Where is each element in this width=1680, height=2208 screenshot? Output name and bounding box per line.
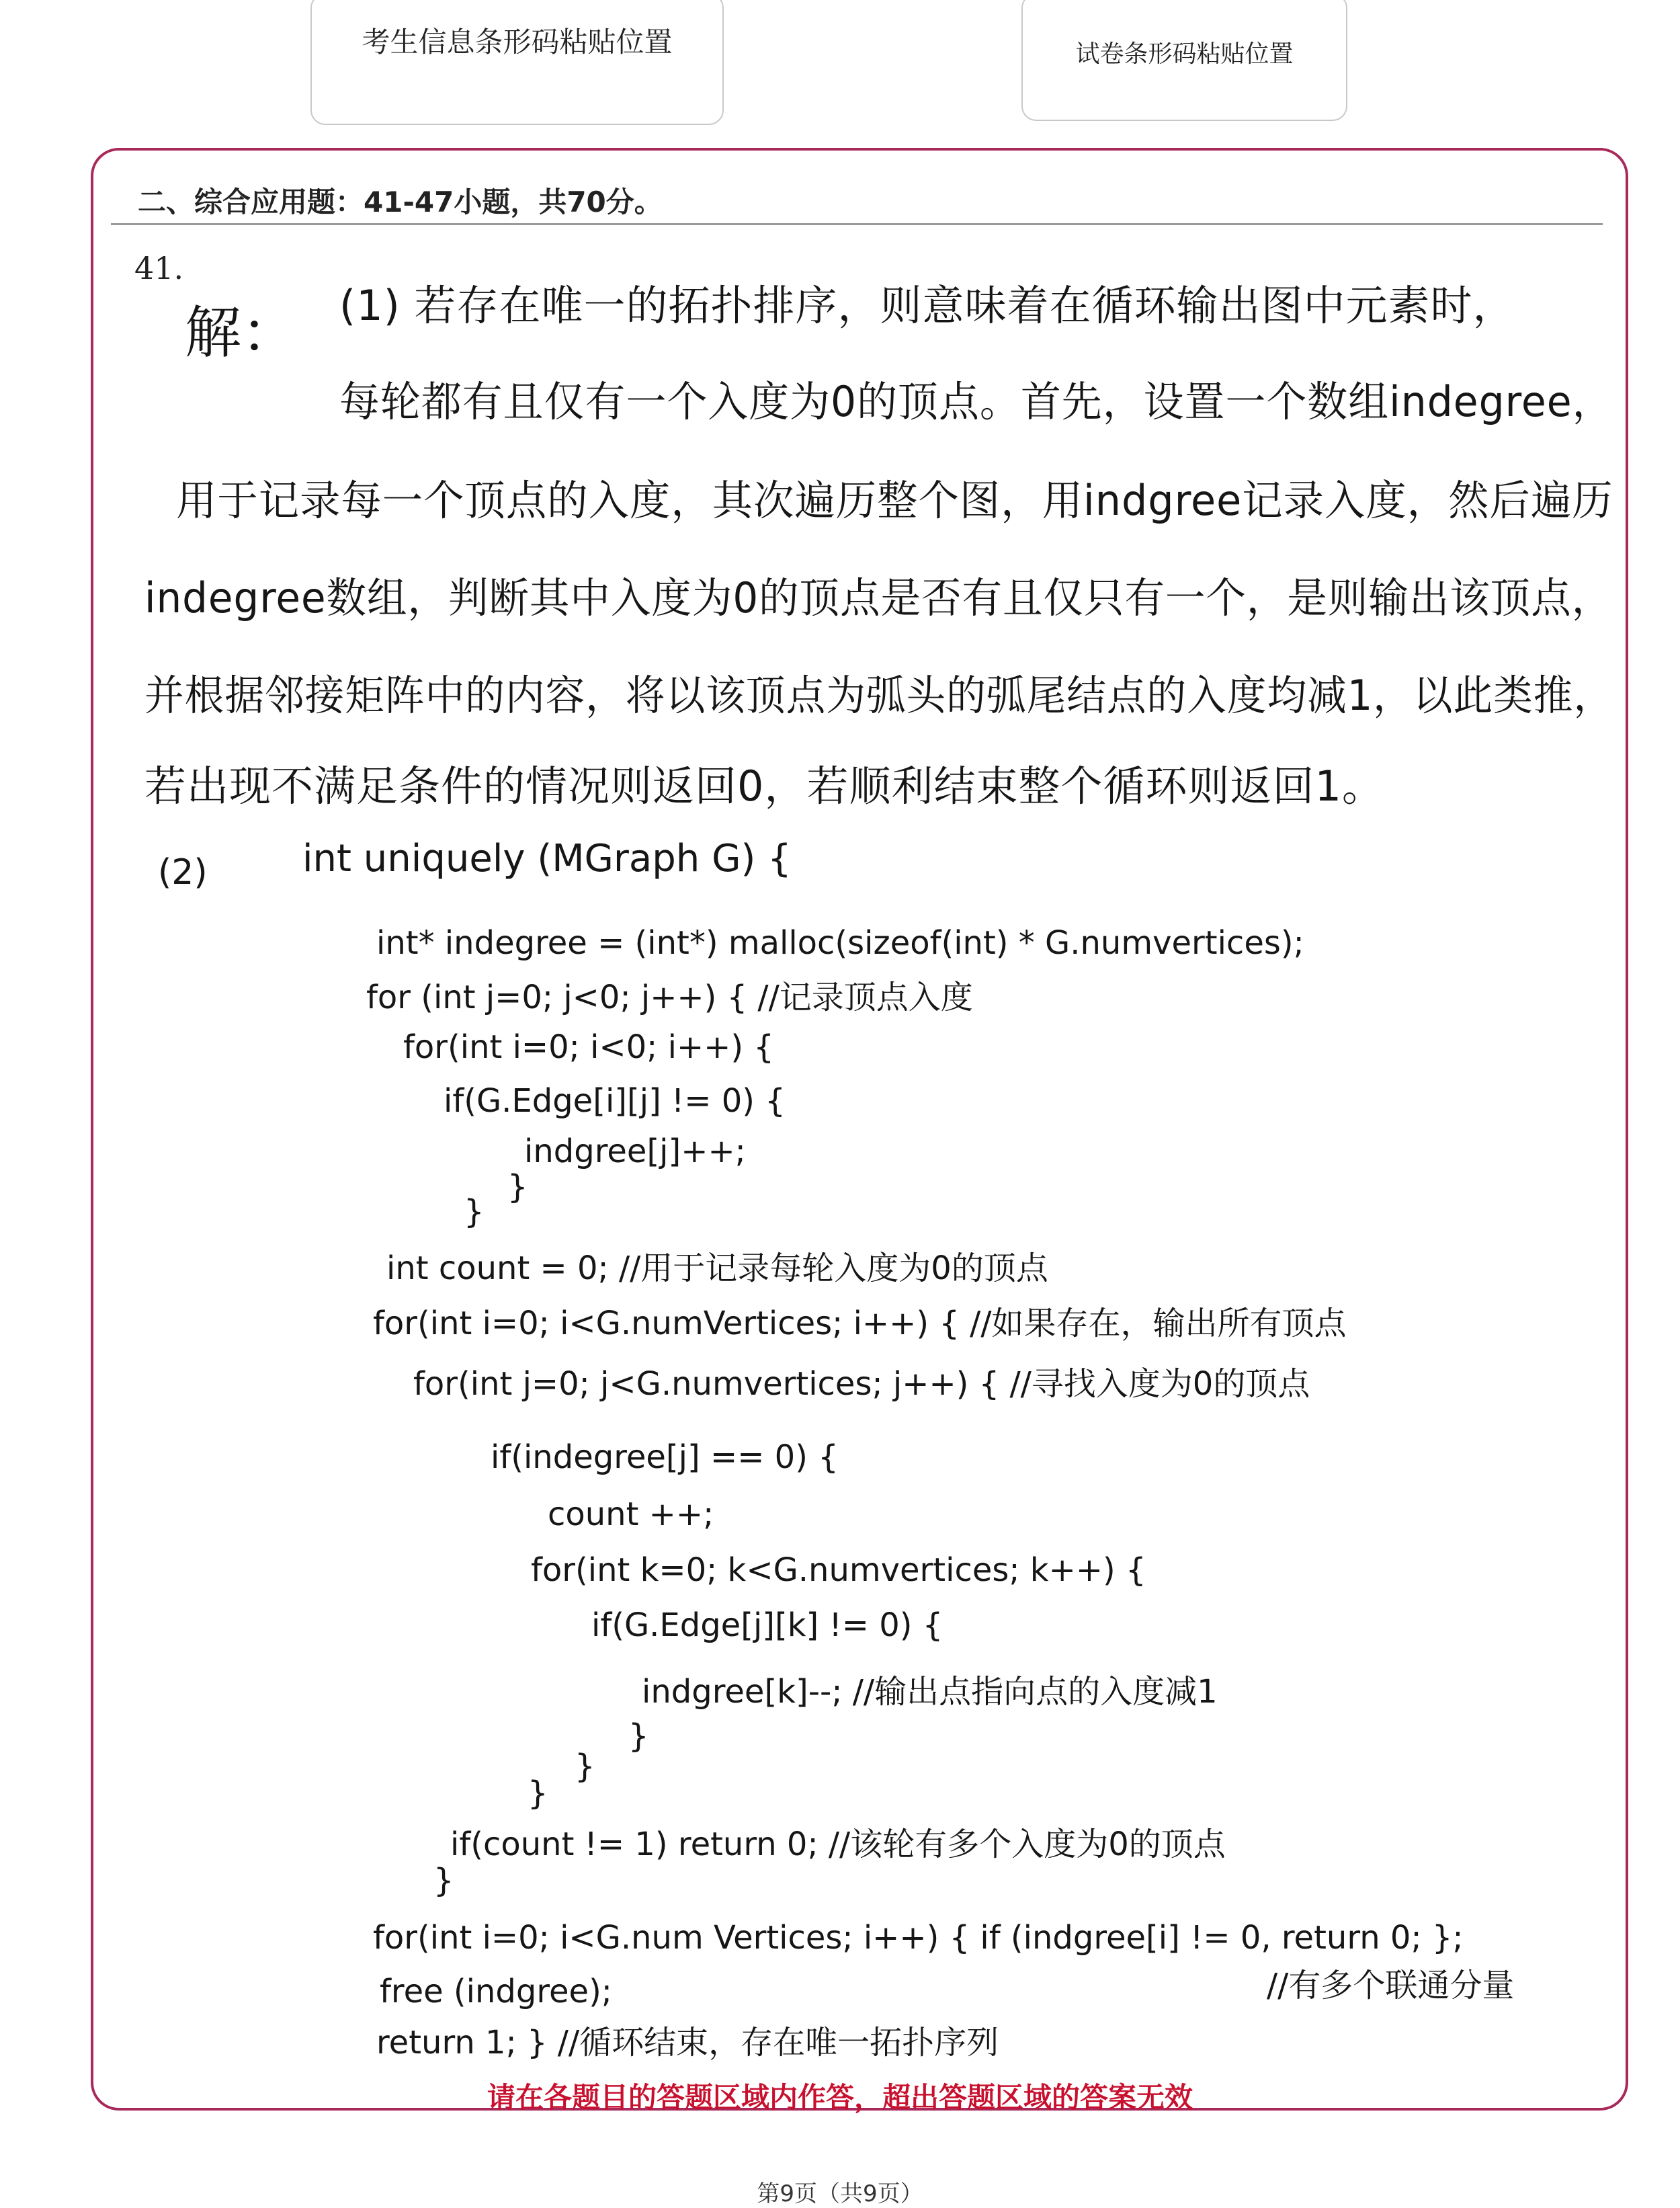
answer-line: 用于记录每一个顶点的入度，其次遍历整个图，用indgree记录入度，然后遍历 — [176, 476, 1613, 525]
code-line: int* indegree = (int*) malloc(sizeof(int) * G.numvertices); — [376, 924, 1304, 962]
answer-area-warning: 请在各题目的答题区域内作答，超出答题区域的答案无效 — [487, 2081, 1193, 2114]
code-line: indgree[k]--; //输出点指向点的入度减1 — [642, 1673, 1218, 1711]
header-divider — [111, 223, 1603, 225]
code-line: if(count != 1) return 0; //该轮有多个入度为0的顶点 — [450, 1826, 1226, 1863]
code-line: return 1; } //循环结束，存在唯一拓扑序列 — [376, 2024, 999, 2061]
code-line: } — [628, 1717, 649, 1755]
solve-mark: 解： — [185, 300, 298, 366]
code-line: } — [507, 1168, 528, 1206]
code-line: } — [575, 1748, 595, 1785]
paper-barcode-box — [1021, 0, 1347, 121]
page-number: 第9页（共9页） — [757, 2180, 923, 2207]
student-barcode-label: 考生信息条形码粘贴位置 — [362, 26, 673, 58]
code-line: } — [433, 1862, 454, 1899]
code-line: if(G.Edge[i][j] != 0) { — [444, 1082, 786, 1120]
answer-line: 并根据邻接矩阵中的内容，将以该顶点为弧头的弧尾结点的入度均减1，以此类推， — [144, 671, 1614, 720]
code-line: for(int j=0; j<G.numvertices; j++) { //寻找入度为0的顶点 — [413, 1365, 1310, 1403]
code-line: for (int j=0; j<0; j++) { //记录顶点入度 — [366, 979, 973, 1016]
code-line: if(G.Edge[j][k] != 0) { — [591, 1606, 943, 1644]
code-line: for(int i=0; i<G.num Vertices; i++) { if (indgree[i] != 0, return 0; }; — [373, 1919, 1464, 1957]
code-line: free (indgree); — [380, 1973, 612, 2010]
code-line: } — [528, 1774, 548, 1812]
code-line: int count = 0; //用于记录每轮入度为0的顶点 — [386, 1250, 1048, 1287]
code-line: if(indegree[j] == 0) { — [491, 1438, 839, 1476]
code-line: for(int i=0; i<G.numVertices; i++) { //如果存在，输出所有顶点 — [373, 1305, 1347, 1342]
section-header: 二、综合应用题：41-47小题，共70分。 — [138, 186, 663, 218]
question-number: 41. — [134, 250, 184, 286]
answer-line: 若出现不满足条件的情况则返回0，若顺利结束整个循环则返回1。 — [144, 762, 1384, 811]
code-line: for(int k=0; k<G.numvertices; k++) { — [531, 1551, 1146, 1589]
code-line: indgree[j]++; — [524, 1133, 746, 1170]
code-line: count ++; — [548, 1496, 714, 1533]
code-line: } — [464, 1193, 485, 1231]
code-comment: //有多个联通分量 — [1267, 1967, 1515, 2004]
code-line: int uniquely (MGraph G) { — [302, 837, 792, 881]
answer-line: (1) 若存在唯一的拓扑排序，则意味着在循环输出图中元素时， — [339, 281, 1515, 330]
part2-label: (2) — [158, 852, 208, 893]
answer-line: 每轮都有且仅有一个入度为0的顶点。首先，设置一个数组indegree， — [339, 377, 1613, 426]
student-barcode-box — [310, 0, 724, 125]
code-line: for(int i=0; i<0; i++) { — [403, 1028, 774, 1066]
answer-area-frame — [91, 148, 1628, 2111]
answer-line: indegree数组，判断其中入度为0的顶点是否有且仅只有一个，是则输出该顶点， — [144, 573, 1613, 622]
paper-barcode-label: 试卷条形码粘贴位置 — [1075, 40, 1294, 68]
